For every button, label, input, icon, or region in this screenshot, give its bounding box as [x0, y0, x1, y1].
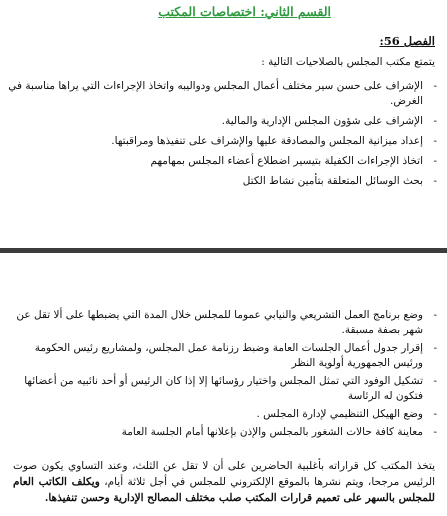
- bottom-page: [0, 256, 447, 516]
- closing-paragraph: [13, 458, 435, 506]
- list-item: - إقرار جدول أعمال الجلسات العامة وضبط رزنامة عمل المجلس، ولمشاريع رئيس الحكومة ورئيس الجمهورية أولوية النظر: [7, 341, 437, 371]
- list-item: - الإشراف على حسن سير مختلف أعمال المجلس ودواليبه واتخاذ الإجراءات التي يراها مناسبة في الغرض.: [3, 79, 437, 109]
- chapter-label: الفصل 56:: [379, 34, 435, 48]
- list-item: - إعداد ميزانية المجلس والمصادقة عليها والإشراف على تنفيذها ومراقبتها.: [7, 134, 437, 149]
- bottom-list: [7, 308, 437, 443]
- intro-text: يتمتع مكتب المجلس بالصلاحيات التالية :: [261, 56, 435, 68]
- list-item: - معاينة كافة حالات الشغور بالمجلس والإذن بإعلانها أمام الجلسة العامة: [7, 425, 437, 440]
- top-list: [7, 79, 437, 194]
- paragraph-text: يتخذ المكتب كل قراراته بأغلبية الحاضرين على أن لا تقل عن الثلث، وعند التساوي يكون صوت الرئيس مرجحا، ويتم نشرها بالموقع الإلكتروني للمجلس في أجل ثلاثة أيام،: [13, 460, 435, 488]
- list-item: - تشكيل الوفود التي تمثل المجلس واختيار رؤسائها إلا إذا كان الرئيس أو أحد نائبيه من أعضائها فتكون له الرئاسة: [7, 374, 437, 404]
- list-item: - اتخاذ الإجراءات الكفيلة بتيسير اضطلاع أعضاء المجلس بمهامهم: [7, 154, 437, 169]
- list-item: - بحث الوسائل المتعلقة بتأمين نشاط الكتل: [7, 174, 437, 189]
- section-title: القسم الثاني: اختصاصات المكتب: [158, 4, 331, 19]
- list-item: - وضع برنامج العمل التشريعي والنيابي عموما للمجلس خلال المدة التي يضبطها على ألا تقل عن شهر بصفة مسبقة.: [7, 308, 437, 338]
- page-divider: [0, 248, 447, 253]
- top-page: [0, 0, 447, 240]
- list-item: - وضع الهيكل التنظيمي لإدارة المجلس .: [7, 407, 437, 422]
- paragraph-bold-text: ويكلف الكاتب العام للمجلس بالسهر على تعميم قرارات المكتب صلب مختلف المصالح الإدارية وحسن تنفيذها.: [13, 476, 435, 504]
- list-item: - الإشراف على شؤون المجلس الإدارية والمالية.: [7, 114, 437, 129]
